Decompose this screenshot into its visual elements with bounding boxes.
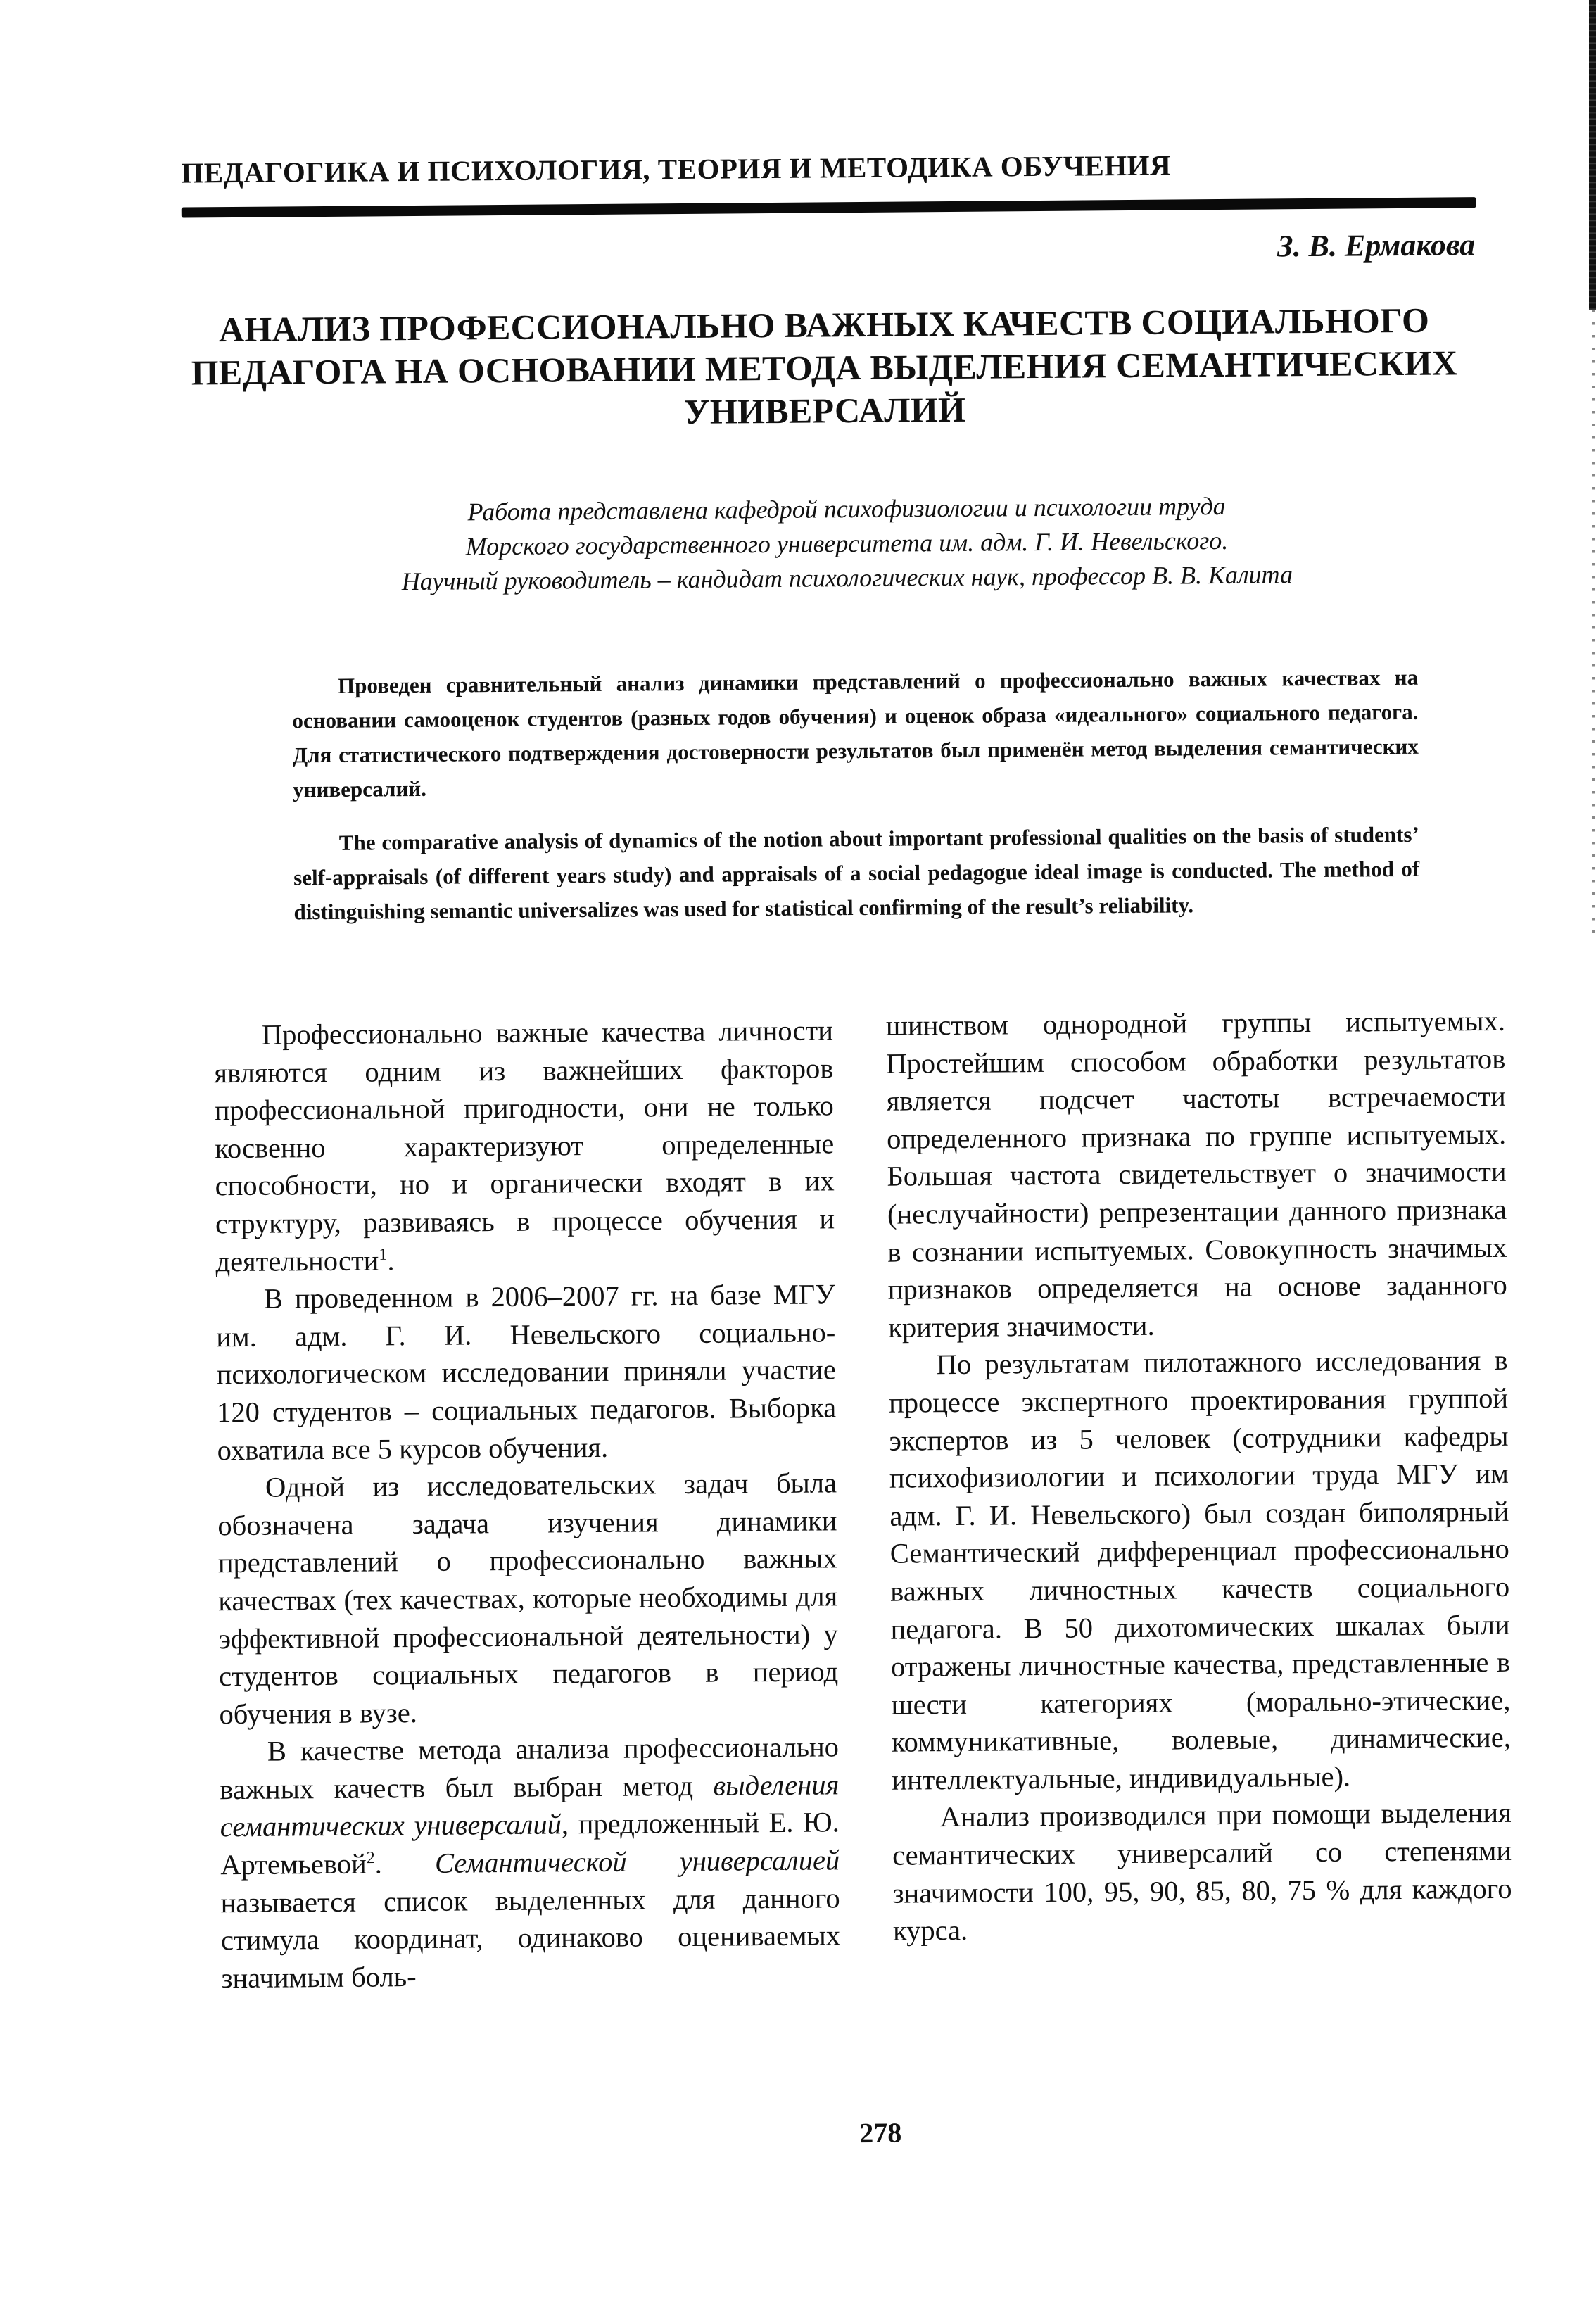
paragraph-text: В качестве метода анализа профессионально важных качеств был выбран метод [220, 1731, 840, 1806]
article-title [170, 298, 1479, 438]
paragraph-text: . [374, 1847, 436, 1880]
body-paragraph: Одной из исследовательских задач была обозначена задача изучения динамики представлений о профессионально важных качествах (тех качествах, которые необходимы для эффективной профессиональной деятельности) у студентов социальных педагогов в период обучения в вузе. [217, 1467, 839, 1730]
affiliation [262, 488, 1431, 600]
body-paragraph [220, 1729, 841, 1997]
abstract-ru-text: Проведен сравнительный анализ динамики представлений о профессионально важных качествах на основании самооценок студентов (разных годов обучения) и оценок образа «идеального» социального педагога. Для статистического подтверждения достоверности результатов был применён метод выделения семантических универсалий. [292, 664, 1419, 802]
emphasized-term: Семантической универсалией [434, 1844, 840, 1879]
affiliation-line-1: Работа представлена кафедрой психофизиологии и психологии труда [467, 491, 1226, 526]
scan-border-artifact [1589, 0, 1596, 310]
paragraph-text: , предложенный Е. Ю. Артемьевой [220, 1806, 840, 1881]
abstract-english [293, 817, 1420, 930]
abstract-russian [292, 660, 1419, 807]
affiliation-line-3: Научный руководитель – кандидат психологических наук, профессор В. В. Калита [401, 560, 1293, 596]
scan-border-artifact [1592, 310, 1595, 943]
title-line-2: ПЕДАГОГА НА ОСНОВАНИИ МЕТОДА ВЫДЕЛЕНИЯ СЕМАНТИЧЕСКИХ [191, 343, 1458, 393]
abstract-en-text: The comparative analysis of dynamics of the notion about important professional qualities on the basis of students’ self-appraisals (of different years study) and appraisals of a social pedagogue ideal image is conducted. The method of distinguishing semantic universalizes was used for statistical confirming of the result’s reliability. [293, 821, 1420, 925]
body-paragraph: В проведенном в 2006–2007 гг. на базе МГУ им. адм. Г. И. Невельского социально-психологическом исследовании приняли участие 120 студентов – социальных педагогов. Выборка охватила все 5 курсов обучения. [216, 1278, 837, 1466]
author-name: З. В. Ермакова [1277, 227, 1476, 264]
emphasized-term: выделения семантических универсалий [220, 1769, 840, 1843]
footnote-ref[interactable]: 1 [379, 1245, 388, 1264]
body-column-right [886, 1002, 1512, 1950]
title-line-3: УНИВЕРСАЛИЙ [683, 389, 966, 431]
running-head: ПЕДАГОГИКА И ПСИХОЛОГИЯ, ТЕОРИЯ И МЕТОДИКА ОБУЧЕНИЯ [181, 149, 1172, 189]
body-paragraph: шинством однородной группы испытуемых. Простейшим способом обработки результатов является подсчет частоты встречаемости определенного признака по группе испытуемых. Большая частота свидетельствует о значимости (неслучайности) репрезентации данного признака в сознании испытуемых. Совокупность значимых признаков определяется на основе заданного критерия значимости. [885, 1004, 1507, 1344]
body-paragraph [214, 1011, 835, 1280]
body-paragraph: Анализ производился при помощи выделения семантических универсалий со степенями значимости 100, 95, 90, 85, 80, 75 % для каждого курса. [892, 1797, 1512, 1947]
affiliation-line-2: Морского государственного университета им. адм. Г. И. Невельского. [465, 526, 1229, 561]
page-number: 278 [859, 2116, 902, 2149]
paragraph-text: называется список выделенных для данного стимула координат, одинаково оцениваемых значимым боль- [220, 1881, 841, 1995]
body-column-left [214, 1011, 841, 1997]
paragraph-text: . [387, 1244, 395, 1276]
body-paragraph: По результатам пилотажного исследования в процессе экспертного проектирования группой экспертов из 5 человек (сотрудники кафедры психофизиологии и психологии труда МГУ им адм. Г. И. Невельского) был создан биполярный Семантический дифференциал профессионально важных личностных качеств социального педагога. В 50 дихотомических шкалах были отражены личностные качества, представленные в шести категориях (морально-этические, коммуникативные, волевые, динамические, интеллектуальные, индивидуальные). [888, 1344, 1512, 1796]
paragraph-text: Профессионально важные качества личности являются одним из важнейших факторов профессиональной пригодности, они не только косвенно характеризуют определенные способности, но и органически входят в их структуру, развиваясь в процессе обучения и деятельности [214, 1014, 835, 1277]
footnote-ref[interactable]: 2 [366, 1849, 375, 1868]
title-line-1: АНАЛИЗ ПРОФЕССИОНАЛЬНО ВАЖНЫХ КАЧЕСТВ СОЦИАЛЬНОГО [218, 300, 1430, 350]
header-rule [182, 197, 1476, 217]
